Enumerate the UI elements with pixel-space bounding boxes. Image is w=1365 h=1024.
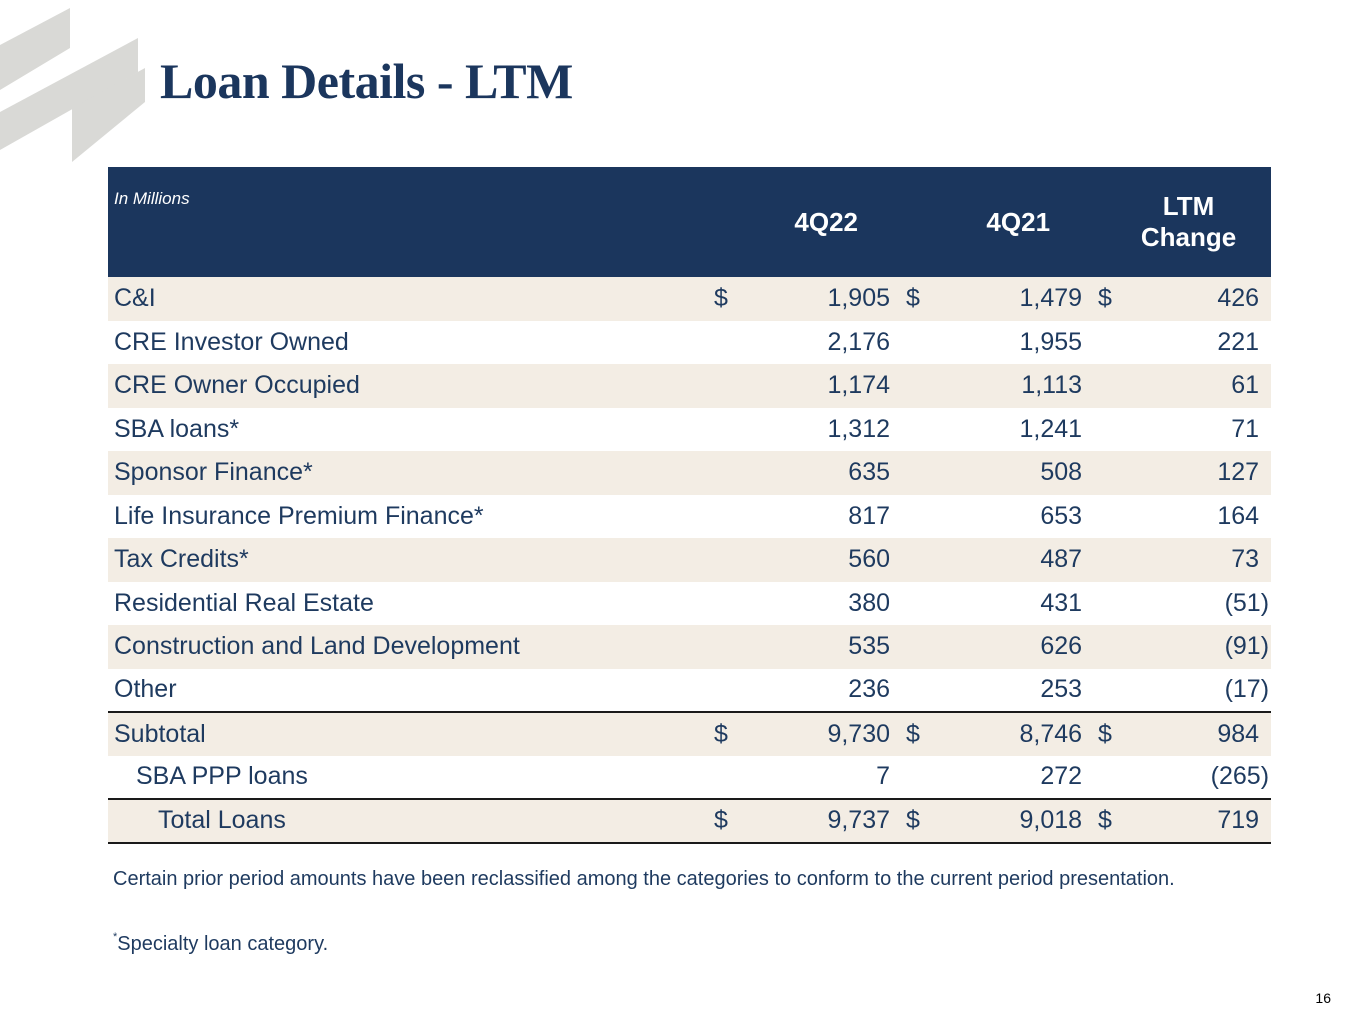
dollar-sign-4q22 [714, 408, 754, 452]
value-4q22: 817 [848, 501, 891, 530]
value-ltm-change: 719 [1138, 799, 1271, 843]
dollar-sign-4q21: $ [906, 284, 920, 313]
dollar-sign-4q22 [714, 669, 754, 713]
row-label: Construction and Land Development [114, 632, 520, 661]
dollar-sign-4q21 [906, 669, 946, 713]
dollar-sign-4q21 [906, 756, 946, 800]
dollar-sign-ltm-change [1098, 495, 1138, 539]
column-header-ltm-change-line1: LTM [1162, 191, 1215, 221]
row-label: CRE Investor Owned [114, 327, 349, 356]
dollar-sign-ltm-change [1098, 364, 1138, 408]
row-label: CRE Owner Occupied [114, 371, 360, 400]
column-header-ltm-change-line2: Change [1140, 222, 1237, 252]
table-row [108, 712, 1271, 756]
value-ltm-change: 984 [1138, 712, 1271, 756]
value-4q21: 1,241 [1019, 414, 1083, 443]
value-4q21: 487 [1040, 545, 1083, 574]
value-ltm-change: 221 [1217, 327, 1260, 356]
dollar-sign-4q22: $ [714, 799, 754, 843]
dollar-sign-4q22 [714, 321, 754, 365]
dollar-sign-ltm-change [1098, 756, 1138, 800]
value-ltm-change: (265) [1210, 762, 1270, 791]
units-label: In Millions [114, 189, 190, 208]
page-number: 16 [1315, 990, 1331, 1006]
dollar-sign-4q21 [906, 495, 946, 539]
table-row [108, 495, 1271, 539]
table-row [108, 321, 1271, 365]
page-title: Loan Details - LTM [160, 53, 573, 109]
value-ltm-change: (91) [1224, 632, 1270, 661]
table-row [108, 756, 1271, 800]
dollar-sign-4q22 [714, 495, 754, 539]
dollar-sign-4q21 [906, 451, 946, 495]
value-4q22: 9,730 [754, 712, 906, 756]
table-row [108, 625, 1271, 669]
dollar-sign-4q21 [906, 582, 946, 626]
value-ltm-change: 73 [1231, 545, 1260, 574]
dollar-sign-ltm-change [1098, 321, 1138, 365]
row-label: Subtotal [108, 712, 714, 756]
table-row [108, 451, 1271, 495]
table-row [108, 408, 1271, 452]
value-4q21: 653 [1040, 501, 1083, 530]
value-4q22: 1,312 [827, 414, 891, 443]
dollar-sign-4q21 [906, 625, 946, 669]
row-label: SBA loans* [114, 414, 240, 443]
row-label: Life Insurance Premium Finance* [114, 501, 484, 530]
dollar-sign-ltm-change [1098, 451, 1138, 495]
dollar-sign-ltm-change: $ [1098, 799, 1138, 843]
dollar-sign-4q21: $ [906, 712, 946, 756]
table-row [108, 669, 1271, 713]
value-4q22: 7 [876, 762, 891, 791]
reclassification-note: Certain prior period amounts have been reclassified among the categories to conform to the current period presentation. [113, 868, 1175, 890]
value-ltm-change: 61 [1231, 371, 1260, 400]
dollar-sign-ltm-change [1098, 669, 1138, 713]
loan-details-table [108, 167, 1271, 844]
row-label: SBA PPP loans [136, 762, 308, 791]
value-4q21: 508 [1040, 458, 1083, 487]
column-header-ltm-change [1098, 167, 1271, 277]
dollar-sign-4q22: $ [714, 712, 754, 756]
value-ltm-change: 71 [1231, 414, 1260, 443]
value-4q21: 626 [1040, 632, 1083, 661]
dollar-sign-ltm-change [1098, 408, 1138, 452]
dollar-sign-4q21 [906, 408, 946, 452]
dollar-sign-ltm-change [1098, 625, 1138, 669]
table-row [108, 277, 1271, 321]
value-4q22: 9,737 [754, 799, 906, 843]
value-4q21: 8,746 [946, 712, 1098, 756]
value-4q22: 380 [848, 588, 891, 617]
row-label: Tax Credits* [114, 545, 249, 574]
dollar-sign-4q22 [714, 756, 754, 800]
value-4q22: 2,176 [827, 327, 891, 356]
value-ltm-change: 127 [1217, 458, 1260, 487]
row-label: Other [114, 675, 177, 704]
dollar-sign-4q22 [714, 451, 754, 495]
row-label: Total Loans [108, 799, 714, 843]
dollar-sign-ltm-change: $ [1098, 712, 1138, 756]
value-ltm-change: (17) [1224, 675, 1270, 704]
company-logo-stripes [0, 0, 160, 180]
value-4q21: 431 [1040, 588, 1083, 617]
dollar-sign-4q22 [714, 625, 754, 669]
column-header-4q21: 4Q21 [986, 206, 1051, 237]
value-4q21: 1,479 [1019, 284, 1083, 313]
value-ltm-change: (51) [1224, 588, 1270, 617]
value-4q22: 560 [848, 545, 891, 574]
value-4q22: 1,174 [827, 371, 891, 400]
value-4q21: 1,113 [1021, 371, 1083, 400]
dollar-sign-4q22 [714, 538, 754, 582]
value-4q21: 253 [1040, 675, 1083, 704]
dollar-sign-ltm-change [1098, 582, 1138, 626]
dollar-sign-ltm-change [1098, 538, 1138, 582]
value-4q22: 1,905 [827, 284, 891, 313]
table-row [108, 799, 1271, 843]
value-4q22: 236 [848, 675, 891, 704]
row-label: Residential Real Estate [114, 588, 374, 617]
row-label: C&I [114, 284, 156, 313]
value-4q21: 9,018 [946, 799, 1098, 843]
value-4q22: 635 [848, 458, 891, 487]
dollar-sign-ltm-change: $ [1098, 284, 1112, 313]
specialty-footnote [113, 933, 328, 956]
dollar-sign-4q22 [714, 582, 754, 626]
dollar-sign-4q21: $ [906, 799, 946, 843]
table-row [108, 364, 1271, 408]
column-header-4q22: 4Q22 [794, 206, 859, 237]
dollar-sign-4q21 [906, 321, 946, 365]
footnote-asterisk: * [113, 931, 118, 943]
footnote-text: Specialty loan category. [117, 933, 329, 955]
value-4q21: 1,955 [1019, 327, 1083, 356]
value-ltm-change: 426 [1217, 284, 1260, 313]
dollar-sign-4q21 [906, 538, 946, 582]
value-4q22: 535 [848, 632, 891, 661]
dollar-sign-4q22: $ [714, 284, 728, 313]
table-row [108, 582, 1271, 626]
table-header-row [108, 167, 1271, 277]
table-row [108, 538, 1271, 582]
value-4q21: 272 [1040, 762, 1083, 791]
dollar-sign-4q21 [906, 364, 946, 408]
value-ltm-change: 164 [1217, 501, 1260, 530]
row-label: Sponsor Finance* [114, 458, 313, 487]
dollar-sign-4q22 [714, 364, 754, 408]
